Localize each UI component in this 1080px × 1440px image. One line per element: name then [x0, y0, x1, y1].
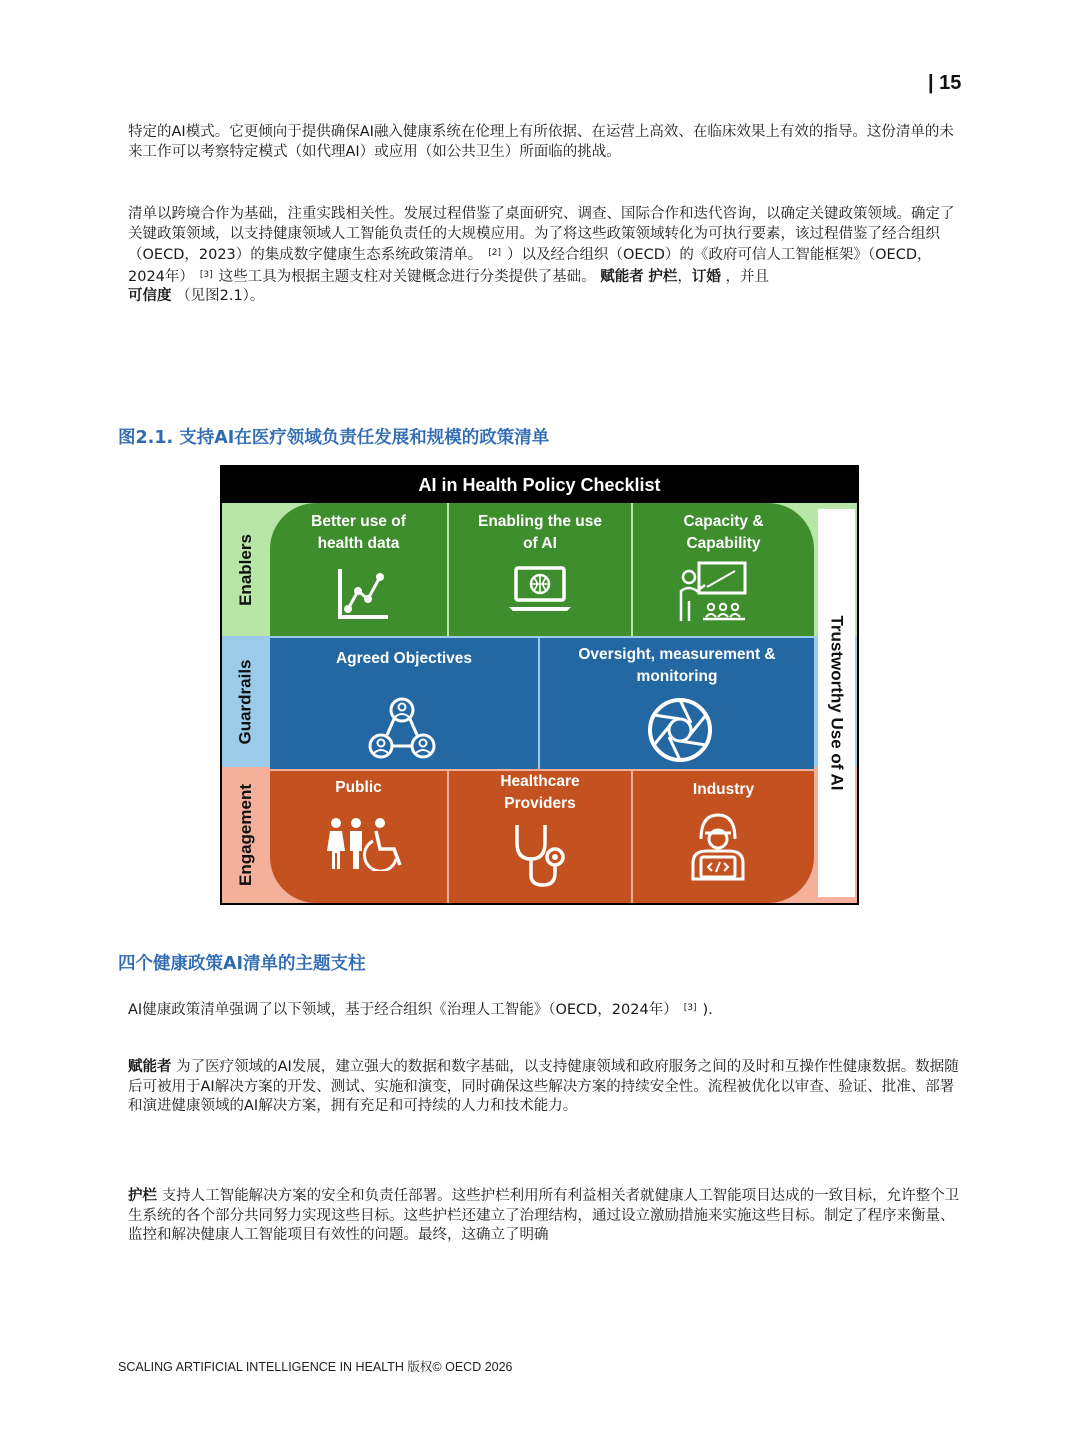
paragraph-2-text-c: 这些工具为根据主题支柱对关键概念进行分类提供了基础。 — [218, 268, 596, 285]
paragraph-2-text-b: ）以及经合组织（OECD）的《政府可信人工智能框架》（OECD，2024年） — [128, 247, 932, 285]
figure-title: AI in Health Policy Checklist — [222, 467, 857, 503]
teacher-presentation-icon — [677, 561, 749, 623]
policy-checklist-figure — [220, 465, 859, 905]
laptop-globe-icon — [507, 565, 573, 613]
term-enablers: 赋能者 — [600, 268, 644, 285]
paragraph-guardrails: 护栏 支持人工智能解决方案的安全和负责任部署。这些护栏利用所有利益相关者就健康人工智能项目达成的一致目标，允许整个卫生系统的各个部分共同努力实现这些目标。这些护栏还建立了治理结构，通过设立激励措施来实施这些目标。制定了程序来衡量、监控和解决健康人工智能项目有效性的问题。最终，这确立了明确 — [128, 1188, 960, 1243]
guardrails-label: Guardrails — [236, 658, 256, 745]
cell-public: Public — [270, 771, 447, 903]
term-enablers-bold: 赋能者 — [128, 1059, 172, 1075]
checklist-core — [270, 503, 814, 903]
paragraph-2-text-a: 清单以跨境合作为基础，注重实践相关性。发展过程借鉴了桌面研究、调查、国际合作和迭代咨询，以确定关键政策领域。确定了关键政策领域，以支持健康领域人工智能负责任的大规模应用。为了将这些政策领域转化为可执行要素，该过程借鉴了经合组织（OECD，2023）的集成数字健康生态系统政策清单。 — [128, 206, 955, 263]
page-number: | 15 — [928, 72, 962, 94]
reference-3[interactable]: [3] — [199, 269, 213, 280]
line-chart-icon — [336, 565, 392, 621]
people-network-icon — [368, 696, 436, 760]
term-guardrails: 护栏 — [648, 268, 678, 285]
cell-agreed-objectives: Agreed Objectives — [270, 638, 538, 769]
paragraph-2-text-e: （见图2.1）。 — [176, 288, 265, 304]
term-engagement: 订婚 — [691, 268, 721, 285]
camera-aperture-icon — [646, 696, 714, 764]
enablers-label: Enablers — [236, 533, 255, 606]
figure-caption: 图2.1. 支持AI在医疗领域负责任发展和规模的政策清单 — [118, 428, 550, 448]
stethoscope-icon — [509, 821, 569, 889]
trustworthy-use-label: Trustworthy Use of AI — [818, 509, 855, 897]
page-footer: SCALING ARTIFICIAL INTELLIGENCE IN HEALTH 版权© OECD 2026 — [118, 1360, 513, 1374]
cell-healthcare-providers: Healthcare Providers — [449, 771, 631, 903]
separator: ， — [677, 268, 692, 285]
developer-laptop-icon — [687, 809, 749, 881]
cell-oversight: Oversight, measurement & monitoring — [540, 638, 814, 769]
cell-capacity: Capacity & Capability — [633, 503, 814, 636]
cell-enabling-ai: Enabling the use of AI — [449, 503, 631, 636]
paragraph-enablers: 赋能者 为了医疗领域的AI发展，建立强大的数据和数字基础，以支持健康领域和政府服务之间的及时和互操作性健康数据。数据随后可被用于AI解决方案的开发、测试、实施和演变，同时确保这些解决方案的持续安全性。流程被优化以审查、验证、批准、部署和演进健康领域的AI解决方案，拥有充足和可持续的人力和技术能力。 — [128, 1059, 959, 1114]
paragraph-1: 特定的AI模式。它更倾向于提供确保AI融入健康系统在伦理上有所依据、在运营上高效、在临床效果上有效的指导。这份清单的未来工作可以考察特定模式（如代理AI）或应用（如公共卫生）所面临的挑战。 — [128, 124, 954, 160]
paragraph-3: AI健康政策清单强调了以下领域，基于经合组织《治理人工智能》（OECD，2024年） [3] ). — [128, 1002, 713, 1018]
term-guardrails-bold: 护栏 — [128, 1188, 157, 1204]
cell-industry: Industry — [633, 771, 814, 903]
paragraph-2 — [128, 205, 968, 307]
cell-health-data: Better use of health data — [270, 503, 447, 636]
reference-2[interactable]: [2] — [488, 248, 502, 258]
term-trustworthiness: 可信度 — [128, 288, 172, 304]
people-accessibility-icon — [326, 817, 410, 871]
section-heading: 四个健康政策AI清单的主题支柱 — [118, 954, 366, 974]
engagement-label: Engagement — [236, 783, 255, 887]
reference-3-link[interactable]: [3] — [683, 1003, 697, 1013]
paragraph-2-text-d: ，并且 — [725, 268, 769, 285]
